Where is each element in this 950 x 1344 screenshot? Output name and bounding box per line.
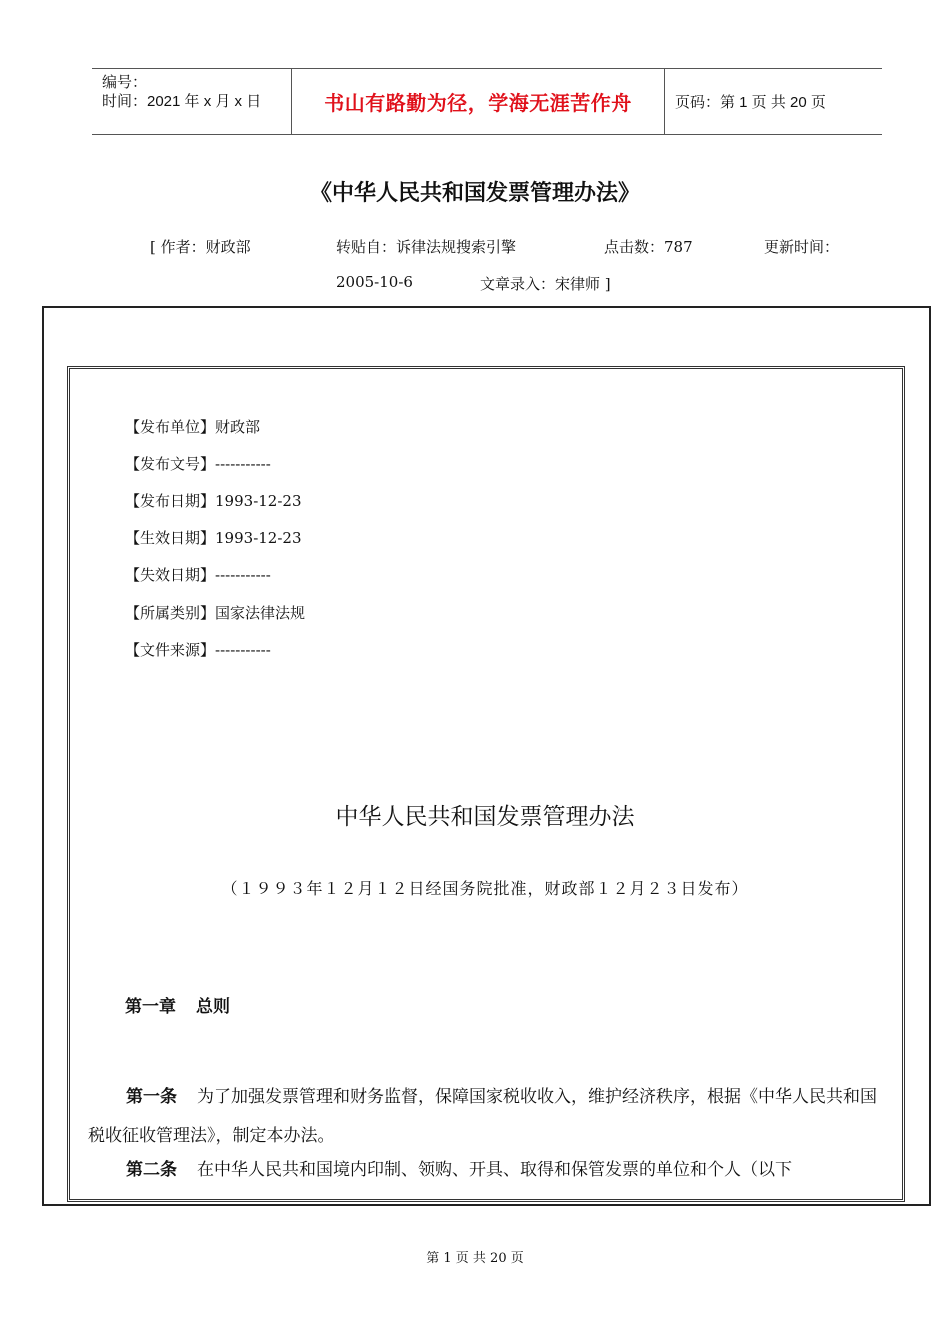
header-motto: 书山有路勤为径，学海无涯苦作舟 <box>292 69 665 134</box>
field-category: 【所属类别】国家法律法规 <box>125 604 306 622</box>
meta-source: 转贴自：诉律法规搜索引擎 <box>336 238 517 256</box>
meta-date: 2005-10-6 <box>336 273 413 291</box>
field-doc-number: 【发布文号】----------- <box>125 455 271 473</box>
law-title: 中华人民共和国发票管理办法 <box>335 804 635 830</box>
page-footer: 第 1 页 共 20 页 <box>426 1251 524 1266</box>
document-title: 《中华人民共和国发票管理办法》 <box>309 181 640 206</box>
chapter-heading: 第一章 总则 <box>125 997 230 1017</box>
header-table <box>92 68 882 135</box>
field-source: 【文件来源】----------- <box>125 641 271 659</box>
meta-updated-label: 更新时间： <box>764 238 840 256</box>
article-1: 第一条 为了加强发票管理和财务监督，保障国家税收收入，维护经济秩序，根据《中华人民共和国税收征收管理法》，制定本办法。 <box>88 1087 877 1146</box>
time-label: 时间：2021 年 x 月 x 日 <box>102 93 262 110</box>
header-page-label: 页码：第 1 页 共 20 页 <box>675 94 826 111</box>
article-2-num: 第二条 <box>126 1160 177 1180</box>
number-label: 编号： <box>102 74 148 91</box>
field-expiry-date: 【失效日期】----------- <box>125 566 271 584</box>
meta-author: [ 作者：财政部 <box>150 238 251 256</box>
field-publish-date: 【发布日期】1993-12-23 <box>125 492 302 510</box>
meta-entry: 文章录入：宋律师 ] <box>480 275 611 293</box>
header-info-cell <box>92 69 292 134</box>
field-effective-date: 【生效日期】1993-12-23 <box>125 529 302 547</box>
article-2: 第二条 在中华人民共和国境内印制、领购、开具、取得和保管发票的单位和个人（以下 <box>126 1160 792 1180</box>
article-1-num: 第一条 <box>126 1087 177 1107</box>
meta-clicks: 点击数：787 <box>604 238 693 256</box>
field-publisher: 【发布单位】财政部 <box>125 418 261 436</box>
law-subtitle: （１９９３年１２月１２日经国务院批准，财政部１２月２３日发布） <box>221 879 749 898</box>
